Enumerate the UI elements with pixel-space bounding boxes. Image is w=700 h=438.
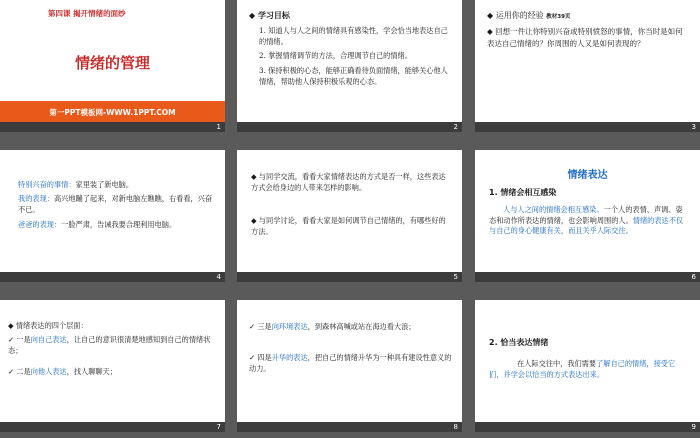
text-dad-reaction: 一脸严肃，告诫我要合理利用电脑。 bbox=[61, 220, 177, 229]
list-item: ✓ 四是升华的表达，把自己的情绪升华为一种具有建设性意义的动力。 bbox=[249, 353, 452, 373]
heading-text: 运用你的经验 bbox=[495, 11, 544, 20]
slide-number-bar bbox=[237, 422, 462, 432]
slide-number: 1 bbox=[216, 123, 221, 131]
slide-thumbnail-4[interactable] bbox=[0, 150, 225, 282]
question-text: ◆ 回想一件让你特别兴奋或特别愤怒的事情，你当时是如何表达自己情绪的？你周围的人又是如何表现的？ bbox=[487, 27, 683, 48]
slide-number: 2 bbox=[453, 123, 458, 131]
paragraph-text: 在人际交往中，我们需要 bbox=[517, 359, 597, 368]
slide-number: 6 bbox=[691, 273, 696, 281]
section-subtitle: 1. 情绪会相互感染 bbox=[489, 188, 557, 197]
slide-heading: ◆ 学习目标 bbox=[249, 11, 290, 20]
objective-item: 3. 保持积极的心态，能够正确看待负面情绪，能够关心他人情绪，帮助他人保持积极乐观的心态。 bbox=[259, 66, 448, 86]
item-text: ，把自己的情绪升华为一种具有建设性意义的动力。 bbox=[249, 353, 452, 373]
section-subtitle: 2. 恰当表达情绪 bbox=[489, 338, 549, 347]
question-body: 回想一件让你特别兴奋或特别愤怒的事情，你当时是如何表达自己情绪的？你周围的人又是如何表现的？ bbox=[487, 27, 683, 48]
paragraph bbox=[489, 205, 689, 237]
item-highlight: 向他人表达 bbox=[30, 367, 67, 376]
label-excited-event: 特别兴奋的事情： bbox=[18, 180, 76, 189]
paragraph-highlight: 情绪的表达不仅与自己的身心健康有关，而且关乎人际交往。 bbox=[489, 215, 684, 235]
slide-number: 7 bbox=[216, 423, 221, 431]
slide-number-bar bbox=[0, 122, 225, 132]
item-text: ，让自己的意识很清楚地感知到自己的情绪状态； bbox=[8, 335, 211, 355]
slide-thumbnail-7[interactable] bbox=[0, 300, 225, 432]
footer-text: 第一PPT模板网-WWW.1PPT.COM bbox=[49, 108, 176, 117]
slide-number-bar bbox=[0, 422, 225, 432]
list-item: ✓ 一是向自己表达，让自己的意识很清楚地感知到自己的情绪状态； bbox=[8, 335, 211, 355]
slide-number: 8 bbox=[453, 423, 458, 431]
text-excited-event: 家里装了新电脑。 bbox=[75, 180, 134, 189]
item-prefix: 四是 bbox=[257, 353, 272, 362]
text-line bbox=[18, 194, 216, 215]
item-prefix: 三是 bbox=[257, 322, 272, 331]
slide-title: 情绪的管理 bbox=[74, 54, 150, 72]
label-dad-reaction: 爸爸的表现： bbox=[18, 220, 62, 229]
bullet-text: 与同学讨论，看看大家是如何调节自己情绪的，有哪些好的方法。 bbox=[251, 216, 446, 236]
paragraph-highlight: 了解自己的情绪，接受它们，并学会以恰当的方式表达出来。 bbox=[489, 359, 676, 379]
slide-thumbnail-8[interactable] bbox=[237, 300, 462, 432]
list-item: ✓ 三是向环境表达，到森林高喊或站在海边看大浪； bbox=[249, 322, 416, 331]
slide-number-bar bbox=[237, 122, 462, 132]
slide-heading: ◆ 运用你的经验 教材39页 bbox=[487, 11, 571, 20]
slide-number-bar bbox=[237, 272, 462, 282]
bullet-item: ◆ 与同学讨论，看看大家是如何调节自己情绪的，有哪些好的方法。 bbox=[251, 216, 446, 236]
text-line bbox=[18, 180, 214, 191]
bullet-item: ◆ 与同学交流，看看大家情绪表达的方式是否一样，这些表达方式会给身边的人带来怎样的影响。 bbox=[251, 172, 446, 192]
slide-number: 3 bbox=[691, 123, 696, 131]
objective-item: 1. 知道人与人之间的情绪具有感染性，学会恰当地表达自己的情绪。 bbox=[259, 26, 448, 46]
slide-thumbnail-3[interactable] bbox=[475, 0, 700, 132]
slide-thumbnail-6[interactable] bbox=[475, 150, 700, 282]
slide-number: 5 bbox=[453, 273, 458, 281]
slide-number-bar bbox=[0, 272, 225, 282]
lesson-subtitle: 第四课 揭开情绪的面纱 bbox=[48, 9, 126, 18]
item-text: ，找人聊聊天； bbox=[66, 367, 117, 376]
paragraph bbox=[489, 359, 689, 380]
section-heading: ◆ 情绪表达的四个层面： bbox=[8, 321, 88, 330]
slide-thumbnail-9[interactable] bbox=[475, 300, 700, 432]
item-highlight: 升华的表达 bbox=[271, 353, 308, 362]
paragraph-text: 一个人的表情、声调、姿态和动作所表达的情绪，也会影响周围的人。 bbox=[489, 205, 683, 225]
list-item: ✓ 二是向他人表达，找人聊聊天； bbox=[8, 367, 117, 376]
bullet-text: 与同学交流，看看大家情绪表达的方式是否一样，这些表达方式会给身边的人带来怎样的影响。 bbox=[251, 172, 446, 192]
slide-thumbnail-5[interactable] bbox=[237, 150, 462, 282]
item-text: ，到森林高喊或站在海边看大浪； bbox=[307, 322, 416, 331]
slide-thumbnail-2[interactable] bbox=[237, 0, 462, 132]
text-line bbox=[18, 220, 216, 231]
page-ref: 教材39页 bbox=[546, 14, 571, 20]
item-prefix: 一是 bbox=[16, 335, 31, 344]
item-highlight: 向环境表达 bbox=[271, 322, 308, 331]
slide-number-bar bbox=[475, 422, 700, 432]
footer-band bbox=[0, 101, 225, 122]
item-prefix: 二是 bbox=[16, 367, 31, 376]
objective-item: 2. 掌握情绪调节的方法，合理调节自己的情绪。 bbox=[259, 51, 412, 60]
text-my-reaction: 高兴地蹦了起来，对新电脑左瞧瞧，右看看，兴奋不已。 bbox=[18, 194, 213, 214]
slide-number: 4 bbox=[216, 273, 221, 281]
slide-heading: 情绪表达 bbox=[567, 170, 608, 181]
slide-thumbnail-1[interactable] bbox=[0, 0, 225, 132]
slide-number-bar bbox=[475, 122, 700, 132]
slide-number-bar bbox=[475, 272, 700, 282]
item-highlight: 向自己表达 bbox=[30, 335, 67, 344]
slide-number: 9 bbox=[691, 423, 696, 431]
paragraph-highlight: 人与人之间的情绪会相互感染。 bbox=[503, 205, 604, 214]
label-my-reaction: 我的表现： bbox=[18, 194, 54, 203]
heading-text: 学习目标 bbox=[257, 11, 290, 20]
